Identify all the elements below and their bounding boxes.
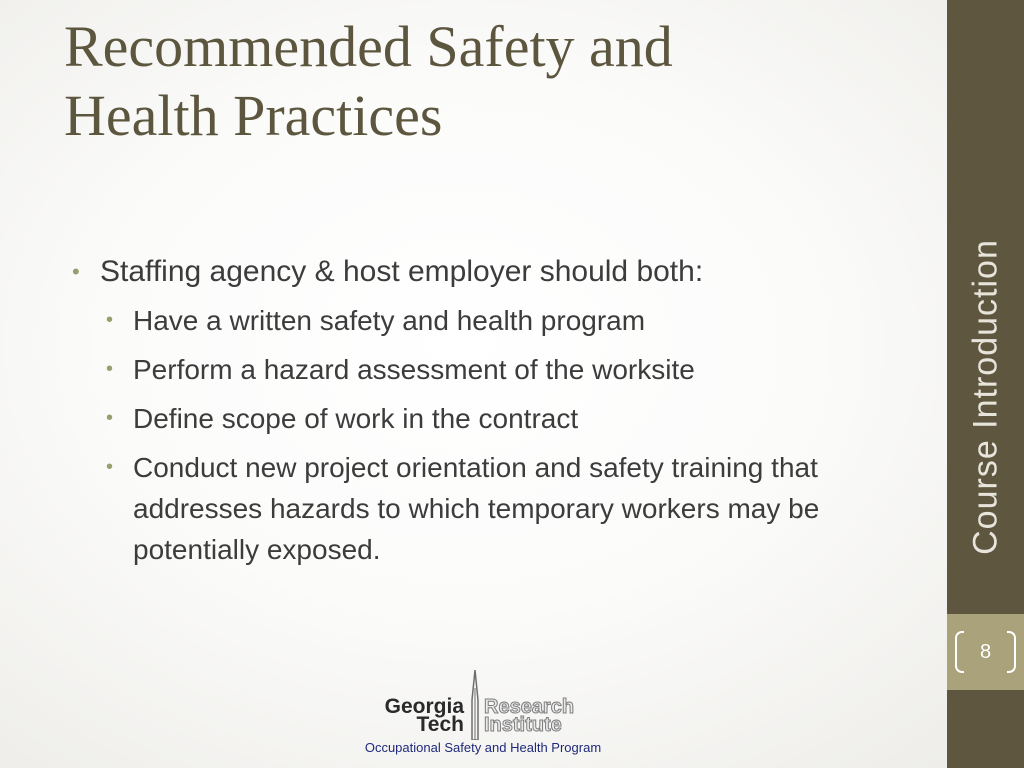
sub-bullet-text: Have a written safety and health program xyxy=(133,305,646,336)
tech-tower-icon xyxy=(468,670,482,740)
sub-bullet-list xyxy=(106,300,892,570)
sub-bullet-text: Perform a hazard assessment of the worksite xyxy=(133,354,695,385)
logo-tech-text: Tech xyxy=(416,713,464,736)
sub-bullet-text: Define scope of work in the contract xyxy=(133,403,579,434)
section-label: Course Introduction xyxy=(966,239,1005,555)
slide-title xyxy=(64,12,924,150)
sub-bullet-item xyxy=(106,349,892,390)
bullet-dot-icon: • xyxy=(106,358,114,380)
main-bullet-text: Staffing agency & host employer should both: xyxy=(100,255,704,288)
sub-bullet-item xyxy=(106,398,892,439)
program-name: Occupational Safety and Health Program xyxy=(364,740,602,755)
logo-georgia-text: Georgia xyxy=(384,695,464,718)
sub-bullet-item xyxy=(106,300,892,341)
sub-bullet-text: Conduct new project orientation and safety training that addresses hazards to which temporary workers may be potentially exposed. xyxy=(133,452,820,565)
bullet-dot-icon: • xyxy=(106,309,114,331)
slide-title-line-1: Recommended Safety and xyxy=(64,14,673,79)
main-bullet xyxy=(72,252,892,292)
slide-title-line-2: Health Practices xyxy=(64,83,443,148)
bullet-dot-icon: • xyxy=(106,407,114,429)
slide-content xyxy=(72,252,892,578)
logo-institute-text: Institute xyxy=(484,714,562,736)
logo-research-text: Research xyxy=(484,696,575,718)
bullet-dot-icon: • xyxy=(106,456,114,478)
footer-logo xyxy=(352,668,622,764)
page-number-box xyxy=(947,614,1024,690)
page-number: 8 xyxy=(979,641,992,663)
bullet-dot-icon: • xyxy=(72,259,80,284)
sub-bullet-item xyxy=(106,447,892,570)
